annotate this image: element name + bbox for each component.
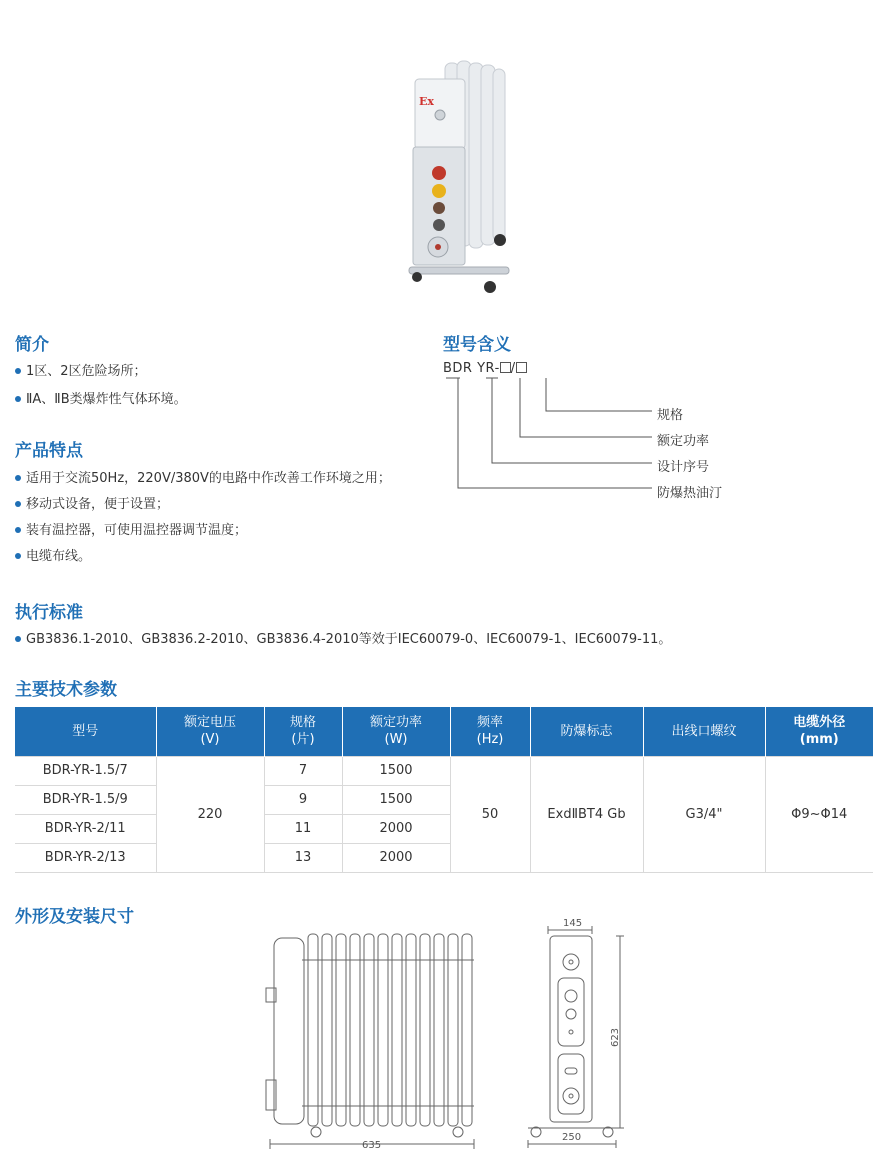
- table-row: [15, 756, 873, 785]
- intro-item-text: ⅡA、ⅡB类爆炸性气体环境。: [26, 392, 187, 407]
- bullet-dot: [15, 527, 21, 533]
- code-dash: -: [494, 361, 500, 376]
- cell-power: 2000: [342, 843, 450, 872]
- features-title: 产品特点: [15, 441, 83, 461]
- bullet-dot: [15, 636, 21, 642]
- meaning-label-spec: 规格: [657, 408, 684, 423]
- bullet-dot: [15, 501, 21, 507]
- feature-item-text: 电缆布线。: [26, 549, 92, 564]
- cell-voltage: 220: [156, 756, 264, 872]
- header-model: 型号: [15, 707, 156, 756]
- dim-side-base: 250: [562, 1132, 582, 1143]
- feature-item: [15, 545, 91, 564]
- meaning-label-product: 防爆热油汀: [657, 486, 723, 501]
- bullet-dot: [15, 475, 21, 481]
- meaning-label-power: 额定功率: [657, 434, 710, 449]
- header-thread: 出线口螺纹: [643, 707, 765, 756]
- standards-title: 执行标准: [15, 603, 83, 623]
- dim-side-top: 145: [563, 918, 583, 929]
- cell-power: 1500: [342, 756, 450, 785]
- cell-spec: 13: [264, 843, 342, 872]
- code-slash: /: [510, 361, 516, 376]
- code-mid: YR: [477, 361, 495, 376]
- cell-model: BDR-YR-2/11: [15, 814, 156, 843]
- bullet-dot: [15, 553, 21, 559]
- standards-item: [15, 628, 671, 647]
- feature-item: [15, 467, 391, 486]
- meaning-label-design: 设计序号: [657, 460, 710, 475]
- intro-item: [15, 388, 187, 407]
- header-frequency: 频率 (Hz): [450, 707, 530, 756]
- cell-spec: 9: [264, 785, 342, 814]
- cell-power: 1500: [342, 785, 450, 814]
- dim-side-height: 623: [610, 1027, 622, 1048]
- feature-item-text: 移动式设备，便于设置；: [26, 497, 170, 512]
- model-code-lines: [440, 375, 660, 495]
- header-power: 额定功率 (W): [342, 707, 450, 756]
- params-title: 主要技术参数: [15, 680, 117, 700]
- feature-item: [15, 519, 247, 538]
- dimensions-title: 外形及安装尺寸: [15, 907, 134, 927]
- feature-item-text: 适用于交流50Hz，220V/380V的电路中作改善工作环境之用；: [26, 471, 391, 486]
- params-table: [15, 707, 873, 873]
- table-header-row: [15, 707, 873, 756]
- header-ex-mark: 防爆标志: [530, 707, 643, 756]
- product-photo: [405, 55, 525, 300]
- code-box-power: [500, 362, 511, 373]
- intro-title: 简介: [15, 335, 49, 355]
- cell-thread: G3/4": [643, 756, 765, 872]
- cell-ex-mark: ExdⅡBT4 Gb: [530, 756, 643, 872]
- cell-spec: 7: [264, 756, 342, 785]
- feature-item: [15, 493, 169, 512]
- dim-front-width: 635: [362, 1140, 382, 1151]
- standards-text: GB3836.1-2010、GB3836.2-2010、GB3836.4-2010等效于IEC60079-0、IEC60079-1、IEC60079-11。: [26, 632, 672, 647]
- bullet-dot: [15, 368, 21, 374]
- bullet-dot: [15, 396, 21, 402]
- header-voltage: 额定电压 (V): [156, 707, 264, 756]
- cell-model: BDR-YR-2/13: [15, 843, 156, 872]
- intro-item-text: 1区、2区危险场所；: [26, 364, 147, 379]
- cell-spec: 11: [264, 814, 342, 843]
- cell-frequency: 50: [450, 756, 530, 872]
- ex-logo: Ex: [419, 95, 434, 108]
- header-cable: 电缆外径 (mm): [765, 707, 873, 756]
- cell-power: 2000: [342, 814, 450, 843]
- header-spec: 规格 (片): [264, 707, 342, 756]
- model-meaning-title: 型号含义: [443, 335, 511, 355]
- cell-cable: Φ9~Φ14: [765, 756, 873, 872]
- cell-model: BDR-YR-1.5/9: [15, 785, 156, 814]
- code-box-spec: [516, 362, 527, 373]
- feature-item-text: 装有温控器，可使用温控器调节温度；: [26, 523, 248, 538]
- model-code: [443, 361, 527, 376]
- front-view-drawing: [262, 930, 487, 1155]
- code-prefix: BDR: [443, 361, 473, 376]
- intro-item: [15, 360, 147, 379]
- cell-model: BDR-YR-1.5/7: [15, 756, 156, 785]
